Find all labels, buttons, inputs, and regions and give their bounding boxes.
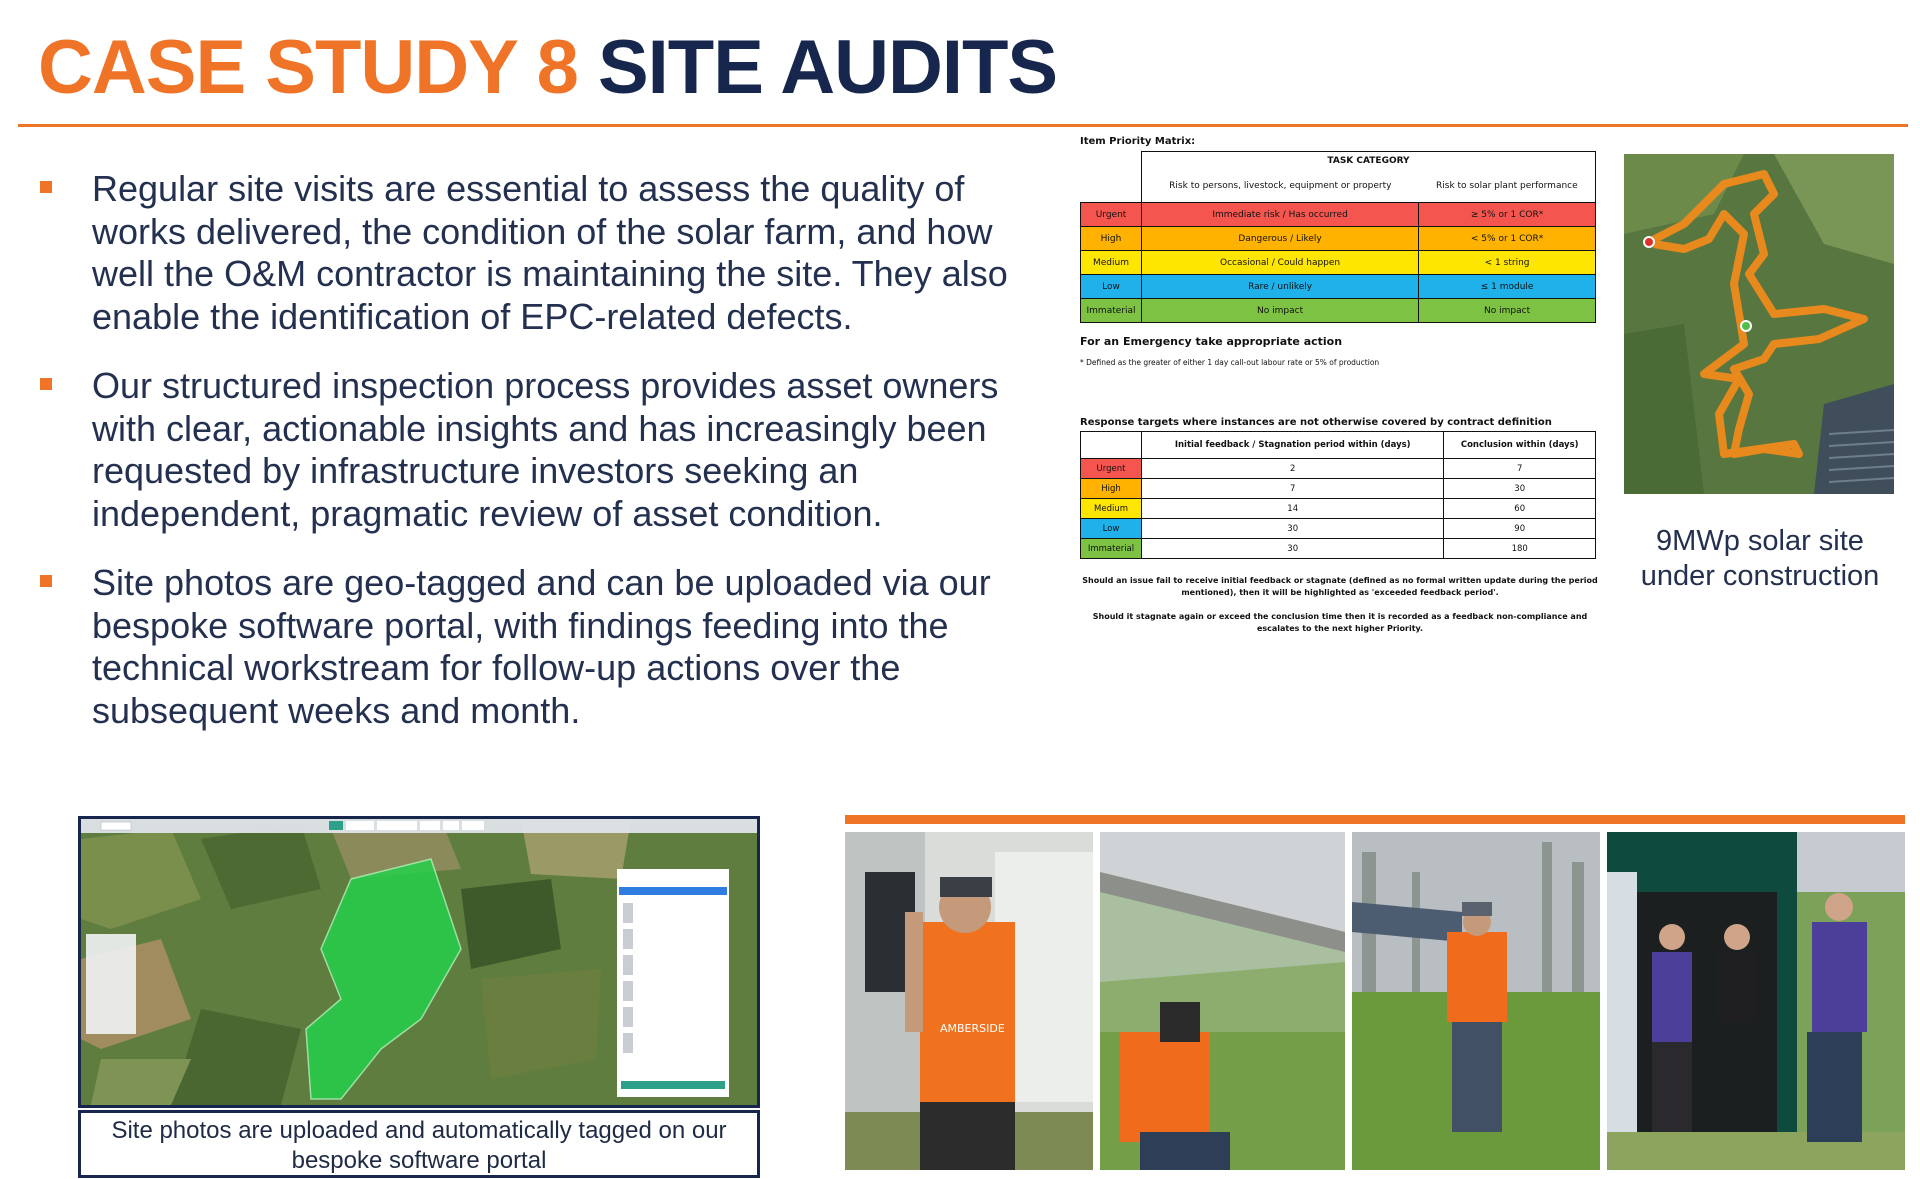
response-cell: 2: [1142, 459, 1444, 479]
response-row: [1081, 539, 1596, 559]
response-note-1: Should an issue fail to receive initial feedback or stagnate (defined as no formal written update during the period mentioned), then it will be highlighted as 'exceeded feedback period'.: [1082, 576, 1598, 597]
title-part-1: CASE STUDY 8: [38, 25, 578, 110]
bullet-square-icon: [40, 575, 52, 587]
photo-field-inspection: [1352, 832, 1600, 1170]
priority-level-cell: Medium: [1081, 499, 1142, 519]
matrix-cell: < 5% or 1 COR*: [1419, 227, 1596, 251]
priority-level-cell: Medium: [1081, 251, 1142, 275]
matrix-cell: Dangerous / Likely: [1142, 227, 1419, 251]
response-cell: 30: [1142, 539, 1444, 559]
bullet-item: Site photos are geo-tagged and can be uploaded via our bespoke software portal, with findings feeding into the technical workstream for follow-up actions over the subsequent weeks and month.: [40, 562, 1050, 732]
response-row: [1081, 519, 1596, 539]
matrix-col-header: Risk to solar plant performance: [1419, 170, 1596, 203]
priority-level-cell: Low: [1081, 519, 1142, 539]
matrix-footnote: * Defined as the greater of either 1 day call-out labour rate or 5% of production: [1080, 358, 1380, 367]
photo-substation-visit: [1607, 832, 1905, 1170]
priority-matrix-panel: [1080, 136, 1600, 696]
solar-site-aerial-image: [1624, 154, 1894, 494]
response-col-header: Conclusion within (days): [1444, 432, 1596, 459]
bullet-list: [40, 168, 1050, 759]
priority-level-cell: Immaterial: [1081, 539, 1142, 559]
bullet-square-icon: [40, 181, 52, 193]
site-caption: 9MWp solar site under construction: [1640, 525, 1880, 592]
response-cell: 90: [1444, 519, 1596, 539]
priority-level-cell: Urgent: [1081, 459, 1142, 479]
response-cell: 60: [1444, 499, 1596, 519]
matrix-heading: Item Priority Matrix:: [1080, 136, 1196, 147]
task-category-header: TASK CATEGORY: [1142, 152, 1596, 171]
response-heading: Response targets where instances are not otherwise covered by contract definition: [1080, 417, 1552, 428]
response-cell: 30: [1142, 519, 1444, 539]
matrix-cell: ≤ 1 module: [1419, 275, 1596, 299]
title-part-2: SITE AUDITS: [597, 25, 1058, 110]
priority-matrix-table: [1080, 151, 1596, 323]
response-row: [1081, 479, 1596, 499]
bullet-item: Regular site visits are essential to assess the quality of works delivered, the condition of the solar farm, and how well the O&M contractor is maintaining the site. They also enable the identification of EPC-related defects.: [40, 168, 1050, 338]
matrix-cell: No impact: [1142, 299, 1419, 323]
matrix-row: [1081, 227, 1596, 251]
matrix-row: [1081, 203, 1596, 227]
matrix-row: [1081, 275, 1596, 299]
response-cell: 30: [1444, 479, 1596, 499]
response-row: [1081, 499, 1596, 519]
matrix-row: [1081, 251, 1596, 275]
matrix-cell: Occasional / Could happen: [1142, 251, 1419, 275]
response-row: [1081, 459, 1596, 479]
matrix-cell: Rare / unlikely: [1142, 275, 1419, 299]
portal-screenshot: [78, 816, 760, 1108]
priority-level-cell: Immaterial: [1081, 299, 1142, 323]
response-cell: 14: [1142, 499, 1444, 519]
priority-level-cell: Low: [1081, 275, 1142, 299]
response-cell: 180: [1444, 539, 1596, 559]
response-note-2: Should it stagnate again or exceed the conclusion time then it is recorded as a feedback non-compliance and escalates to the next higher Priority.: [1092, 612, 1588, 633]
response-cell: 7: [1444, 459, 1596, 479]
matrix-cell: Immediate risk / Has occurred: [1142, 203, 1419, 227]
portal-caption: Site photos are uploaded and automatically tagged on our bespoke software portal: [78, 1110, 760, 1178]
matrix-cell: < 1 string: [1419, 251, 1596, 275]
photos-divider: [845, 815, 1905, 824]
emergency-note: For an Emergency take appropriate action: [1080, 335, 1343, 348]
photo-inverter-inspection: [845, 832, 1093, 1170]
priority-level-cell: High: [1081, 227, 1142, 251]
response-cell: 7: [1142, 479, 1444, 499]
response-col-header: Initial feedback / Stagnation period within (days): [1142, 432, 1444, 459]
svg-text:AMBERSIDE: AMBERSIDE: [940, 1022, 1005, 1035]
photo-panel-inspection: [1100, 832, 1345, 1170]
priority-level-cell: High: [1081, 479, 1142, 499]
matrix-row: [1081, 299, 1596, 323]
matrix-col-header: Risk to persons, livestock, equipment or property: [1142, 170, 1419, 203]
title-divider: [18, 124, 1908, 127]
response-targets-table: [1080, 431, 1596, 559]
matrix-cell: ≥ 5% or 1 COR*: [1419, 203, 1596, 227]
page-title: [38, 24, 1057, 111]
bullet-square-icon: [40, 378, 52, 390]
bullet-item: Our structured inspection process provides asset owners with clear, actionable insights and has increasingly been requested by infrastructure investors seeking an independent, pragmatic review of asset condition.: [40, 365, 1050, 535]
priority-level-cell: Urgent: [1081, 203, 1142, 227]
matrix-cell: No impact: [1419, 299, 1596, 323]
